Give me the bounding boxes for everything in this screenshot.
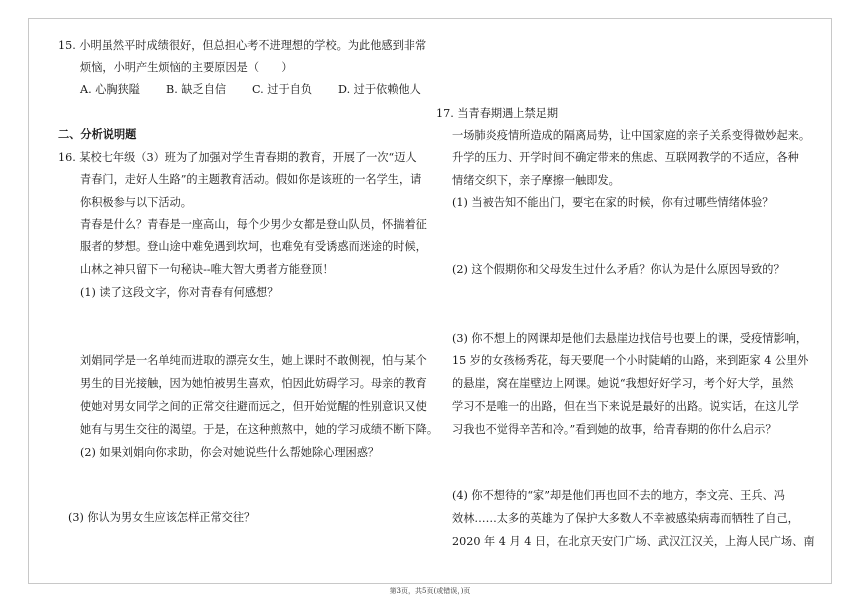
q17-sub-1: (1) 当被告知不能出门，要宅在家的时候，你有过哪些情绪体验？: [452, 196, 774, 209]
q17-intro-line-2: 升学的压力、开学时间不确定带来的焦虑、互联网教学的不适应，各种: [452, 151, 799, 164]
q17-sub-4-line-3: 2020 年 4 月 4 日，在北京天安门广场、武汉江汉关，上海人民广场、南: [452, 535, 815, 548]
q16-para2-line-4: 她有与男生交往的渴望。于是，在这种煎熬中，她的学习成绩不断下降。: [80, 423, 439, 436]
q17-sub-2: (2) 这个假期你和父母发生过什么矛盾？你认为是什么原因导致的？: [452, 263, 785, 276]
q16-line-6: 山林之神只留下一句秘诀--唯大智大勇者方能登顶！: [80, 263, 334, 276]
q17-intro-line-3: 情绪交织下，亲子摩擦一触即发。: [452, 174, 620, 187]
q17-sub-4-line-2: 效林……太多的英雄为了保护大多数人不幸被感染病毒而牺牲了自己，: [452, 512, 799, 525]
q15-line-1: 15. 小明虽然平时成绩很好，但总担心考不进理想的学校。为此他感到非常: [58, 39, 427, 52]
q17-intro-line-1: 一场肺炎疫情所造成的隔离局势，让中国家庭的亲子关系变得微妙起来。: [452, 129, 811, 142]
q15-options: [80, 83, 421, 97]
q16-line-4: 青春是什么？青春是一座高山，每个少男少女都是登山队员，怀揣着征: [80, 218, 427, 231]
q17-sub-3-line-2: 15 岁的女孩杨秀花，每天要爬一个小时陡峭的山路，来到距家 4 公里外: [452, 354, 809, 367]
q15-option-a: A. 心胸狭隘: [80, 83, 140, 96]
q16-line-2: 青春门，走好人生路”的主题教育活动。假如你是该班的一名学生，请: [80, 173, 422, 186]
q15-option-c: C. 过于自负: [252, 83, 313, 96]
page-footer: 第3页，共5页(或错误，)页: [389, 587, 471, 595]
q15-option-b: B. 缺乏自信: [166, 83, 227, 96]
q15-option-d: D. 过于依赖他人: [338, 83, 421, 96]
q16-sub-1: (1) 读了这段文字，你对青春有何感想？: [80, 286, 279, 299]
q17-title: 17. 当青春期遇上禁足期: [436, 107, 559, 120]
q16-para2-line-3: 使她对男女同学之间的正常交往避而远之，但开始觉醒的性别意识又使: [80, 400, 427, 413]
q16-line-5: 服者的梦想。登山途中难免遇到坎坷，也难免有受诱惑而迷途的时候，: [80, 240, 427, 253]
q15-line-2: 烦恼，小明产生烦恼的主要原因是（ ）: [80, 61, 293, 74]
q17-sub-3-line-1: (3) 你不想上的网课却是他们去悬崖边找信号也要上的课，受疫情影响，: [452, 332, 808, 345]
q16-para2-line-2: 男生的目光接触，因为她怕被男生喜欢，怕因此妨碍学习。母亲的教育: [80, 377, 427, 390]
q17-sub-3-line-3: 的悬崖，窝在崖壁边上网课。她说“我想好好学习，考个好大学，虽然: [452, 377, 794, 390]
q16-line-3: 你积极参与以下活动。: [80, 196, 192, 209]
q17-sub-3-line-5: 习我也不觉得辛苦和冷。”看到她的故事，给青春期的你什么启示？: [452, 423, 777, 436]
q16-line-1: 16. 某校七年级（3）班为了加强对学生青春期的教育，开展了一次“迈人: [58, 151, 417, 164]
q16-para2-line-1: 刘娟同学是一名单纯而进取的漂亮女生，她上课时不敢侧视，怕与某个: [80, 354, 427, 367]
q16-sub-3: (3) 你认为男女生应该怎样正常交往？: [68, 511, 256, 524]
section-heading: 二、分析说明题: [58, 128, 137, 141]
q17-sub-4-line-1: (4) 你不想待的“家”却是他们再也回不去的地方，李文亮、王兵、冯: [452, 489, 785, 502]
q17-sub-3-line-4: 学习不是唯一的出路，但在当下来说是最好的出路。说实话，在这儿学: [452, 400, 799, 413]
q16-sub-2: (2) 如果刘娟向你求助，你会对她说些什么帮她除心理困惑？: [80, 446, 380, 459]
